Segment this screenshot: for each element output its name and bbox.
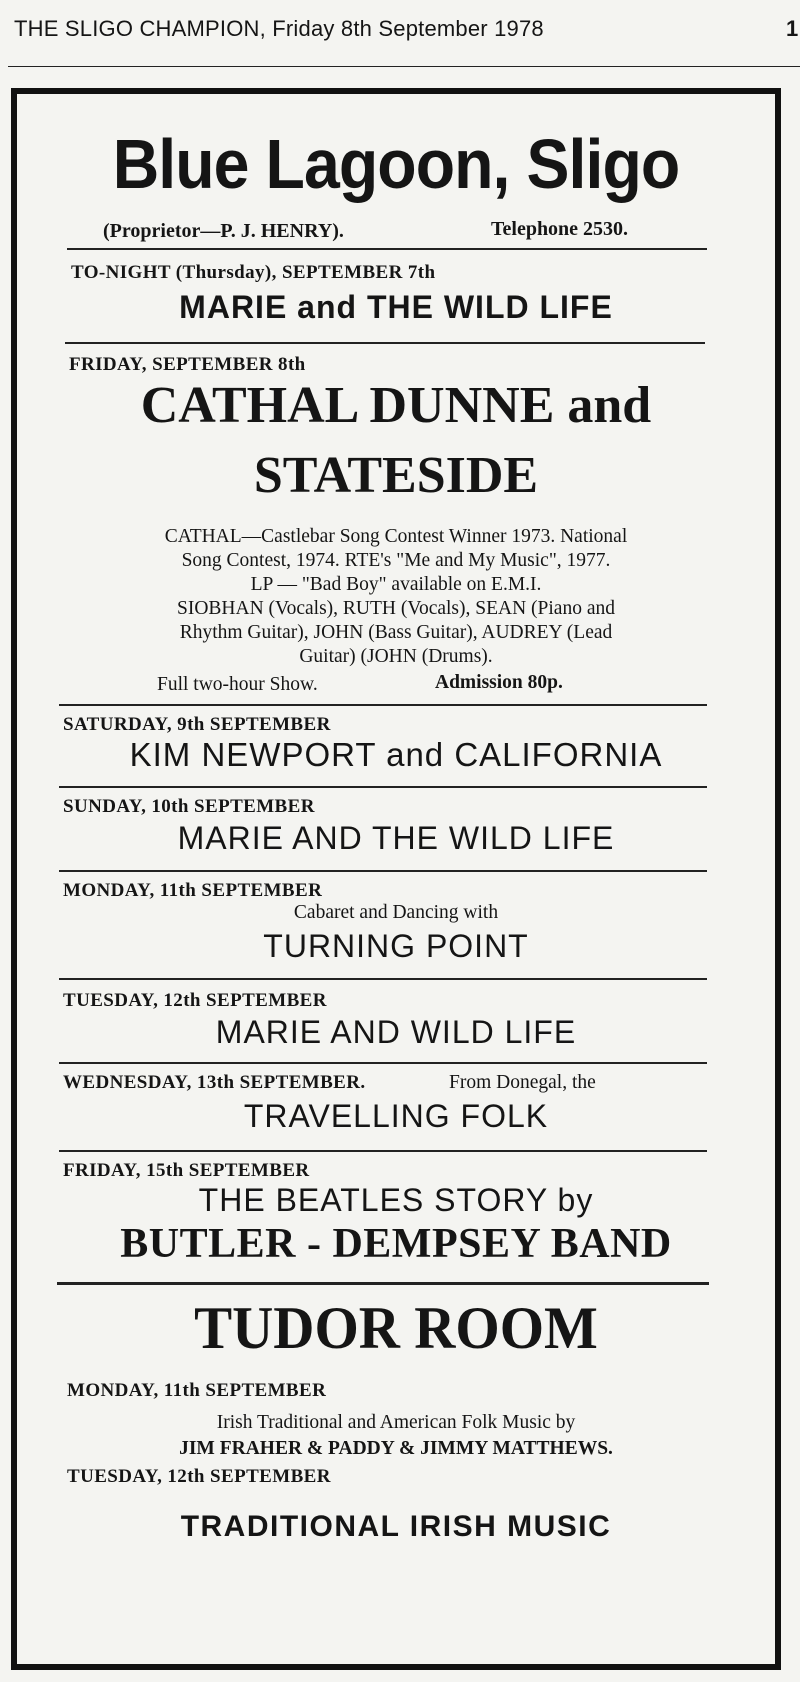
page-number: 1 [786, 16, 799, 41]
divider [67, 248, 707, 250]
event-date: TUESDAY, 12th SEPTEMBER [63, 990, 327, 1011]
event-act-line1: CATHAL DUNNE and [140, 377, 652, 434]
divider [59, 870, 707, 872]
show-length: Full two-hour Show. [157, 674, 318, 695]
event-detail-line: Guitar) (JOHN (Drums). [299, 646, 493, 667]
section-divider [57, 1282, 709, 1285]
divider [59, 978, 707, 980]
event-detail-line: LP — "Bad Boy" available on E.M.I. [250, 574, 542, 595]
event-date: MONDAY, 11th SEPTEMBER [67, 1380, 327, 1401]
proprietor-line: (Proprietor—P. J. HENRY). [103, 220, 344, 242]
event-date: TO-NIGHT (Thursday), SEPTEMBER 7th [71, 262, 436, 283]
event-performers: JIM FRAHER & PADDY & JIMMY MATTHEWS. [179, 1438, 613, 1459]
telephone-line: Telephone 2530. [491, 218, 629, 240]
event-date: WEDNESDAY, 13th SEPTEMBER. [63, 1072, 366, 1093]
divider [59, 1150, 707, 1152]
event-date: TUESDAY, 12th SEPTEMBER [67, 1466, 331, 1487]
event-detail-line: Rhythm Guitar), JOHN (Bass Guitar), AUDREY (Lead [179, 622, 613, 643]
tudor-room-title: TUDOR ROOM [194, 1295, 598, 1361]
event-act: TRADITIONAL IRISH MUSIC [180, 1510, 612, 1543]
newspaper-masthead: THE SLIGO CHAMPION, Friday 8th September 1978 [14, 16, 544, 41]
event-act-line2: STATESIDE [253, 447, 539, 504]
admission-price: Admission 80p. [435, 672, 563, 693]
divider [65, 342, 705, 344]
event-act: MARIE and THE WILD LIFE [179, 289, 613, 325]
event-date: SUNDAY, 10th SEPTEMBER [63, 796, 315, 817]
divider [59, 1062, 707, 1064]
event-act: MARIE AND THE WILD LIFE [177, 820, 615, 856]
event-act: MARIE AND WILD LIFE [215, 1014, 577, 1050]
event-subtitle: Cabaret and Dancing with [293, 902, 499, 923]
divider [59, 704, 707, 706]
event-detail-line: CATHAL—Castlebar Song Contest Winner 1973. National [164, 526, 628, 547]
venue-title: Blue Lagoon, Sligo [112, 125, 680, 203]
event-act: TRAVELLING FOLK [243, 1098, 549, 1134]
divider [59, 786, 707, 788]
event-detail-line: SIOBHAN (Vocals), RUTH (Vocals), SEAN (Piano and [177, 598, 615, 619]
advertisement-box [11, 88, 781, 1670]
event-act-line1: THE BEATLES STORY by [198, 1182, 594, 1218]
event-detail-line: Song Contest, 1974. RTE's "Me and My Music", 1977. [181, 550, 611, 571]
event-act-line2: BUTLER - DEMPSEY BAND [120, 1221, 672, 1267]
event-date: SATURDAY, 9th SEPTEMBER [63, 714, 331, 735]
masthead-rule [8, 66, 800, 67]
event-act: TURNING POINT [263, 928, 529, 964]
event-date: FRIDAY, SEPTEMBER 8th [69, 354, 306, 375]
event-detail-line: Irish Traditional and American Folk Music by [216, 1412, 576, 1433]
event-note: From Donegal, the [449, 1072, 596, 1093]
event-act: KIM NEWPORT and CALIFORNIA [129, 736, 663, 773]
event-date: FRIDAY, 15th SEPTEMBER [63, 1160, 310, 1181]
event-date: MONDAY, 11th SEPTEMBER [63, 880, 323, 901]
